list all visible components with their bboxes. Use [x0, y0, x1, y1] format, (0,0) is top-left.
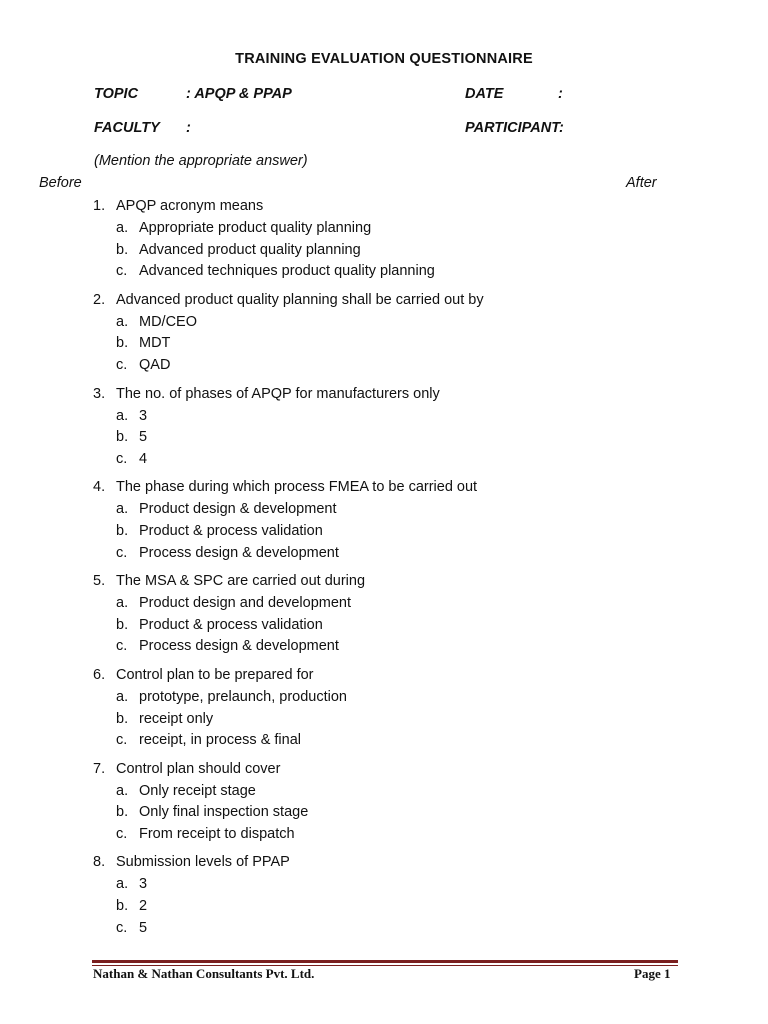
answer-option: [0, 688, 768, 710]
option-letter: a.: [116, 782, 129, 799]
option-text: Product design and development: [139, 595, 352, 612]
footer-rule-thick: [92, 960, 678, 963]
answer-option: [0, 544, 768, 566]
option-letter: c.: [116, 263, 128, 280]
option-text: Product & process validation: [139, 522, 323, 539]
answer-option: [0, 262, 768, 284]
option-text: 5: [139, 919, 148, 936]
topic-value: : APQP & PPAP: [186, 86, 292, 102]
option-text: 5: [139, 429, 148, 446]
answer-option: [0, 334, 768, 356]
question-line: [0, 385, 768, 407]
topic-label: TOPIC: [94, 86, 139, 102]
question-text: The phase during which process FMEA to be carried out: [116, 479, 478, 496]
option-letter: b.: [116, 241, 129, 258]
option-letter: a.: [116, 688, 129, 705]
option-text: From receipt to dispatch: [139, 825, 295, 842]
answer-option: [0, 219, 768, 241]
answer-option: [0, 241, 768, 263]
option-text: Product design & development: [139, 501, 337, 518]
question-text: The no. of phases of APQP for manufacturers only: [116, 385, 440, 402]
option-text: Only final inspection stage: [139, 804, 309, 821]
footer-page-number: Page 1: [634, 966, 671, 981]
question-item: [0, 291, 768, 378]
option-text: 3: [139, 407, 148, 424]
question-text: The MSA & SPC are carried out during: [116, 573, 366, 590]
answer-option: [0, 500, 768, 522]
question-text: Control plan to be prepared for: [116, 666, 314, 683]
answer-option: [0, 428, 768, 450]
question-item: [0, 853, 768, 940]
option-letter: a.: [116, 876, 129, 893]
option-letter: a.: [116, 313, 129, 330]
option-letter: a.: [116, 220, 129, 236]
answer-option: [0, 803, 768, 825]
question-number: 5.: [93, 573, 106, 590]
question-line: [0, 197, 768, 219]
question-text: Control plan should cover: [116, 760, 281, 777]
footer-company: Nathan & Nathan Consultants Pvt. Ltd.: [93, 966, 315, 981]
option-text: MDT: [139, 335, 171, 352]
question-item: [0, 666, 768, 753]
question-item: [0, 197, 768, 284]
answer-option: [0, 594, 768, 616]
answer-option: [0, 825, 768, 847]
question-item: [0, 572, 768, 659]
option-text: Advanced product quality planning: [139, 241, 361, 258]
option-letter: b.: [116, 616, 129, 633]
option-letter: c.: [116, 825, 128, 842]
question-item: [0, 385, 768, 472]
answer-option: [0, 637, 768, 659]
question-line: [0, 291, 768, 313]
question-text: Advanced product quality planning shall be carried out by: [116, 291, 484, 308]
question-line: [0, 853, 768, 875]
question-text: APQP acronym means: [116, 198, 264, 214]
option-text: Only receipt stage: [139, 782, 256, 799]
answer-option: [0, 731, 768, 753]
answer-option: [0, 897, 768, 919]
faculty-label: FACULTY: [94, 120, 160, 136]
question-line: [0, 478, 768, 500]
answer-option: [0, 356, 768, 378]
answer-option: [0, 875, 768, 897]
answer-option: [0, 407, 768, 429]
page-title: TRAINING EVALUATION QUESTIONNAIRE: [235, 51, 533, 67]
option-text: Process design & development: [139, 638, 339, 655]
option-letter: b.: [116, 522, 129, 539]
date-label: DATE: [465, 86, 504, 102]
option-text: receipt only: [139, 710, 214, 727]
option-letter: b.: [116, 335, 129, 352]
question-line: [0, 572, 768, 594]
question-list: [0, 197, 768, 947]
faculty-value: :: [186, 120, 191, 136]
option-text: 4: [139, 450, 148, 467]
question-line: [0, 760, 768, 782]
option-text: MD/CEO: [139, 313, 197, 330]
option-text: 2: [139, 898, 148, 915]
answer-option: [0, 710, 768, 732]
after-label: After: [626, 175, 657, 191]
question-number: 1.: [93, 198, 106, 214]
before-label: Before: [39, 175, 82, 191]
option-text: receipt, in process & final: [139, 732, 301, 749]
instructions: (Mention the appropriate answer): [94, 153, 308, 169]
option-letter: a.: [116, 501, 129, 518]
option-letter: c.: [116, 544, 128, 561]
answer-option: [0, 522, 768, 544]
question-number: 7.: [93, 760, 106, 777]
participant-label: PARTICIPANT:: [465, 120, 564, 136]
answer-option: [0, 919, 768, 941]
answer-option: [0, 616, 768, 638]
option-letter: b.: [116, 429, 129, 446]
option-text: Advanced techniques product quality planning: [139, 263, 435, 280]
option-letter: c.: [116, 919, 128, 936]
option-text: Appropriate product quality planning: [139, 220, 372, 236]
question-number: 8.: [93, 854, 106, 871]
option-letter: c.: [116, 450, 128, 467]
option-text: Process design & development: [139, 544, 339, 561]
question-item: [0, 760, 768, 847]
option-letter: b.: [116, 804, 129, 821]
question-number: 2.: [93, 291, 106, 308]
option-letter: a.: [116, 595, 129, 612]
option-letter: b.: [116, 710, 129, 727]
option-letter: b.: [116, 898, 129, 915]
question-number: 3.: [93, 385, 106, 402]
option-text: 3: [139, 876, 148, 893]
answer-option: [0, 450, 768, 472]
question-text: Submission levels of PPAP: [116, 854, 290, 871]
question-line: [0, 666, 768, 688]
question-number: 6.: [93, 666, 106, 683]
option-letter: c.: [116, 638, 128, 655]
question-item: [0, 478, 768, 565]
option-text: QAD: [139, 356, 171, 373]
answer-option: [0, 313, 768, 335]
date-value: :: [558, 86, 563, 102]
answer-option: [0, 782, 768, 804]
option-text: Product & process validation: [139, 616, 323, 633]
option-letter: a.: [116, 407, 129, 424]
option-text: prototype, prelaunch, production: [139, 688, 347, 705]
option-letter: c.: [116, 732, 128, 749]
option-letter: c.: [116, 356, 128, 373]
question-number: 4.: [93, 479, 106, 496]
